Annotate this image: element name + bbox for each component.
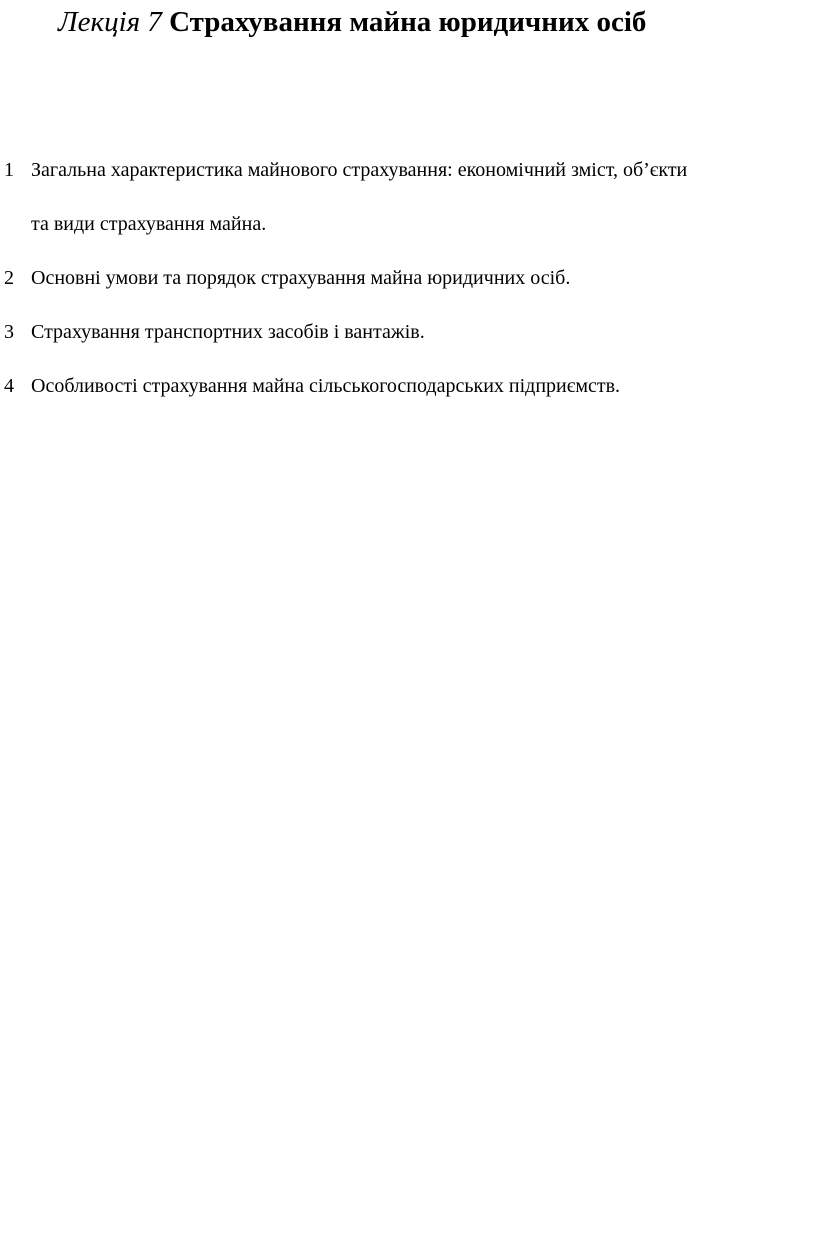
lecture-outline [0, 150, 816, 420]
outline-item-text [31, 366, 816, 420]
outline-item-line: та види страхування майна. [31, 213, 267, 235]
outline-item-number: 4 [4, 375, 14, 397]
outline-item-line: Загальна характеристика майнового страхування: економічний зміст, об’єкти [31, 159, 688, 181]
outline-item-3 [0, 312, 816, 366]
outline-item-1 [0, 150, 816, 258]
outline-item-text [31, 258, 816, 312]
outline-item-number: 1 [4, 159, 14, 181]
outline-item-number: 3 [4, 321, 14, 343]
outline-item-4 [0, 366, 816, 420]
outline-item-line: Основні умови та порядок страхування майна юридичних осіб. [31, 267, 571, 289]
page-title [58, 2, 798, 42]
lecture-title: Страхування майна юридичних осіб [169, 6, 647, 38]
outline-item-line: Страхування транспортних засобів і вантажів. [31, 321, 425, 343]
outline-item-number: 2 [4, 267, 14, 289]
outline-item-2 [0, 258, 816, 312]
lecture-number: Лекція 7 [58, 6, 162, 38]
outline-item-text [31, 312, 816, 366]
outline-item-text [31, 150, 816, 258]
outline-item-line: Особливості страхування майна сільськогосподарських підприємств. [31, 375, 621, 397]
